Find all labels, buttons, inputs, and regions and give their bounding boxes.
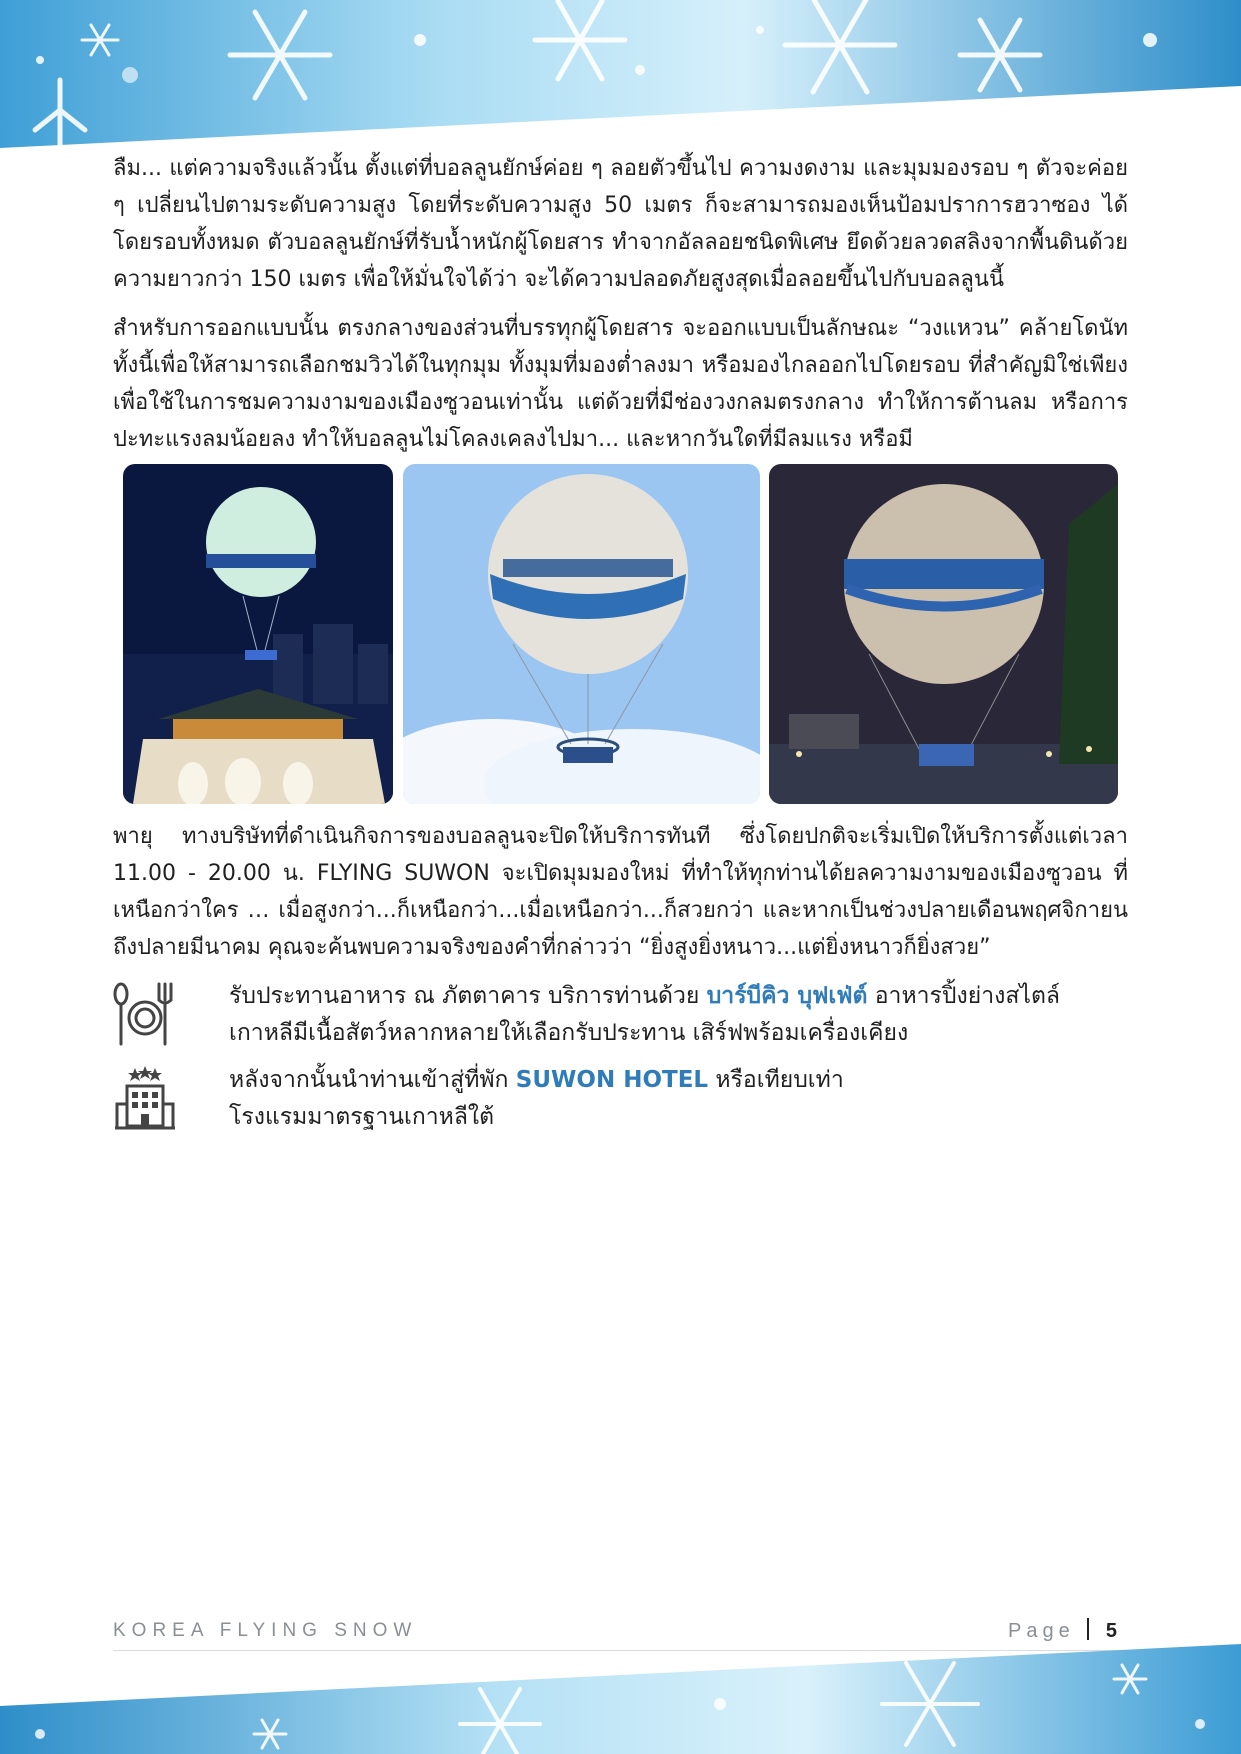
hotel-description: [229, 1062, 844, 1136]
body-paragraph-2: สำหรับการออกแบบนั้น ตรงกลางของส่วนที่บรรทุกผู้โดยสาร จะออกแบบเป็นลักษณะ “วงแหวน” คล้ายโดนัท ทั้งนี้เพื่อให้สามารถเลือกชมวิวได้ในทุกมุม ทั้งมุมที่มองต่ำลงมา หรือมองไกลออกไปโดยรอบ ที่สำคัญมิใช่เพียงเพื่อใช้ในการชมความงามของเมืองซูวอนเท่านั้น แต่ด้วยที่มีช่องวงกลมตรงกลาง ทำให้การต้านลม หรือการปะทะแรงลมน้อยลง ทำให้บอลลูนไม่โคลงเคลงไปมา... และหากวันใดที่มีลมแรง หรือมี: [113, 316, 1128, 452]
meal-highlight: บาร์บีคิว บุฟเฟ่ต์: [706, 983, 868, 1009]
top-winter-banner: [0, 0, 1241, 150]
body-paragraph-3: พายุ ทางบริษัทที่ดำเนินกิจการของบอลลูนจะปิดให้บริการทันที ซึ่งโดยปกติจะเริ่มเปิดให้บริการตั้งแต่เวลา 11.00 - 20.00 น. FLYING SUWON จะเปิดมุมมองใหม่ ที่ทำให้ทุกท่านได้ยลความงามของเมืองซูวอน ที่เหนือกว่าใคร … เมื่อสูงกว่า...ก็เหนือกว่า...เมื่อเหนือกว่า...ก็สวยกว่า และหากเป็นช่วงปลายเดือนพฤศจิกายน ถึงปลายมีนาคม คุณจะค้นพบความจริงของคำที่กล่าวว่า “ยิ่งสูงยิ่งหนาว...แต่ยิ่งหนาวก็ยิ่งสวย”: [113, 824, 1128, 960]
meal-text-after: อาหารปิ้งย่างสไตล์: [867, 983, 1060, 1009]
balloon-dusk-ground-photo: [769, 464, 1118, 804]
meal-item: [113, 978, 1128, 1052]
hotel-text-after: หรือเทียบเท่า: [708, 1067, 844, 1093]
meal-text-line2: เกาหลีมีเนื้อสัตว์หลากหลายให้เลือกรับประทาน เสิร์ฟพร้อมเครื่องเคียง: [229, 1020, 909, 1046]
balloon-night-palace-photo: [123, 464, 393, 804]
meal-text-before: รับประทานอาหาร ณ ภัตตาคาร บริการท่านด้วย: [229, 983, 707, 1009]
hotel-text-line2: โรงแรมมาตรฐานเกาหลีใต้: [229, 1104, 495, 1130]
page-label: Page: [1008, 1620, 1075, 1642]
footer-title: KOREA FLYING SNOW: [113, 1620, 418, 1641]
page-indicator: [1008, 1618, 1117, 1643]
page-content: [113, 150, 1128, 1136]
hotel-highlight: SUWON HOTEL: [515, 1067, 709, 1093]
hotel-text-before: หลังจากนั้นนำท่านเข้าสู่ที่พัก: [229, 1067, 516, 1093]
page-number: 5: [1105, 1620, 1117, 1642]
hotel-icon: [113, 1064, 177, 1134]
photo-strip: [123, 464, 1118, 804]
hotel-item: [113, 1062, 1128, 1136]
bottom-winter-banner: [0, 1644, 1241, 1754]
body-paragraph-1: ลืม... แต่ความจริงแล้วนั้น ตั้งแต่ที่บอลลูนยักษ์ค่อย ๆ ลอยตัวขึ้นไป ความงดงาม และมุมมองรอบ ๆ ตัวจะค่อย ๆ เปลี่ยนไปตามระดับความสูง โดยที่ระดับความสูง 50 เมตร ก็จะสามารถมองเห็นป้อมปราการฮวาซอง ได้โดยรอบทั้งหมด ตัวบอลลูนยักษ์ที่รับน้ำหนักผู้โดยสาร ทำจากอัลลอยชนิดพิเศษ ยึดด้วยลวดสลิงจากพื้นดินด้วยความยาวกว่า 150 เมตร เพื่อให้มั่นใจได้ว่า จะได้ความปลอดภัยสูงสุดเมื่อลอยขึ้นไปกับบอลลูนนี้: [113, 156, 1128, 292]
balloon-daytime-sky-photo: [403, 464, 760, 804]
dining-icon: [113, 980, 177, 1050]
page-separator: [1087, 1618, 1089, 1640]
meal-description: [229, 978, 1060, 1052]
